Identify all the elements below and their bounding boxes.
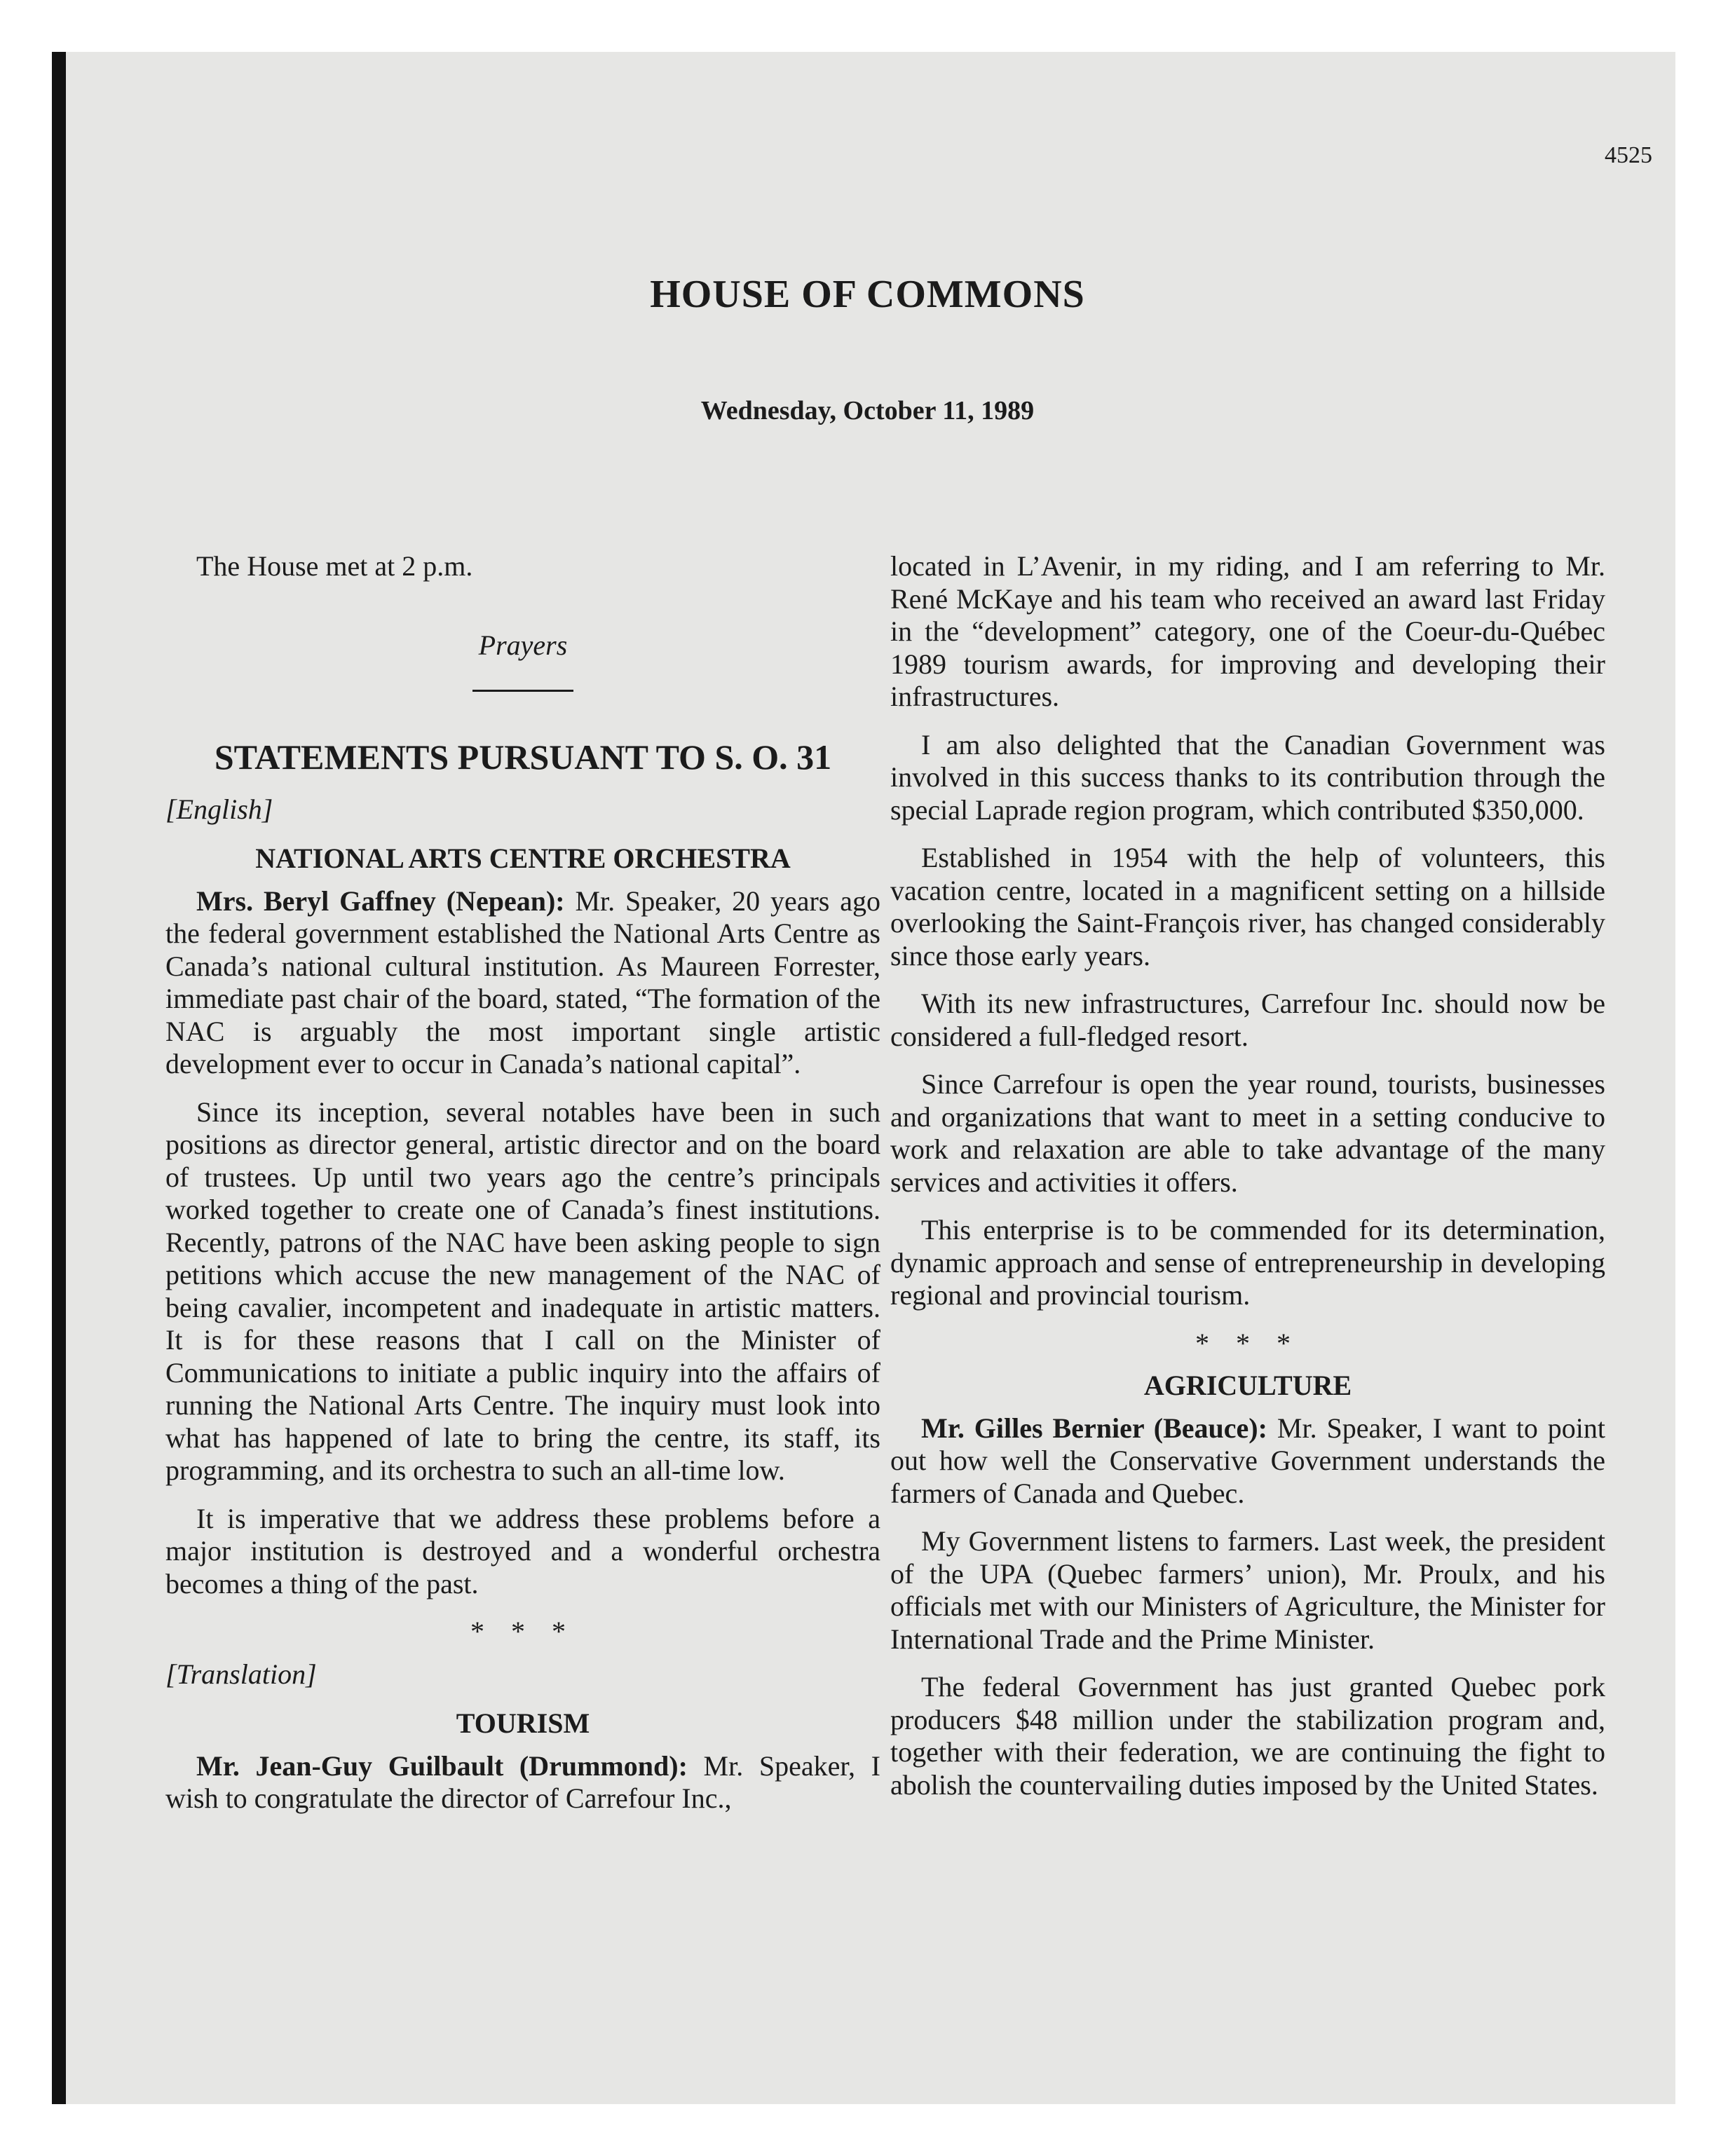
tourism-paragraph-3: Established in 1954 with the help of volunteers, this vacation centre, located in a magnificent setting on a hillside overlooking the Saint-François river, has changed considerably since those early years. [890,842,1605,971]
tourism-paragraph-4: With its new infrastructures, Carrefour Inc. should now be considered a full-fledged resort. [890,988,1605,1052]
page-title: HOUSE OF COMMONS [650,273,1085,316]
nac-paragraph-3: It is imperative that we address these problems before a major institution is destroyed and a wonderful orchestra becomes a thing of the past. [165,1502,880,1599]
tourism-paragraph-continued: located in L’Avenir, in my riding, and I am referring to Mr. René McKaye and his team who received an award last Friday in the “development” category, one of the Coeur-du-Québec 1989 tourism awards, for improving and developing their infrastructures. [890,550,1605,712]
right-column [890,550,1605,1817]
agriculture-paragraph-3: The federal Government has just granted Quebec pork producers $48 million under the stabilization program and, together with their federation, we are continuing the fight to abolish the countervailing duties imposed by the United States. [890,1671,1605,1801]
section-divider [472,690,573,692]
nac-paragraph-2: Since its inception, several notables have been in such positions as director general, artistic director and on the board of trustees. Up until two years ago the centre’s principals worked together to create one of Canada’s finest institutions. Recently, patrons of the NAC have been asking people to sign petitions which accuse the new management of the NAC of being cavalier, incompetent and inadequate in artistic matters. It is for these reasons that I call on the Minister of Communications to initiate a public inquiry into the affairs of running the National Arts Centre. The inquiry must look into what has happened of late to bring the centre, its staff, its programming, and its orchestra to such an all-time low. [165,1096,880,1486]
nac-paragraph-1 [165,885,880,1081]
section-separator: * * * [1195,1327,1300,1359]
tourism-heading: TOURISM [456,1707,590,1739]
tourism-paragraph-2: I am also delighted that the Canadian Government was involved in this success thanks to its contribution through the special Laprade region program, which contributed $350,000. [890,728,1605,826]
paragraph-text: Mr. Speaker, I wish to congratulate the director of Carrefour Inc., [165,1749,880,1814]
speaker-name: Mrs. Beryl Gaffney (Nepean): [196,885,565,917]
tourism-paragraph-5: Since Carrefour is open the year round, tourists, businesses and organizations that want to meet in a setting conducive to work and relaxation are able to take advantage of the many services and activities it offers. [890,1068,1605,1198]
binding-edge [52,52,66,2104]
page-number: 4525 [1605,142,1652,168]
tourism-paragraph-1 [165,1750,880,1815]
sitting-date: Wednesday, October 11, 1989 [700,396,1035,425]
agriculture-paragraph-2: My Government listens to farmers. Last week, the president of the UPA (Quebec farmers’ union), Mr. Proulx, and his officials met with our Ministers of Agriculture, the Minister for International Trade and the Prime Minister. [890,1525,1605,1655]
tourism-paragraph-6: This enterprise is to be commended for its determination, dynamic approach and sense of entrepreneurship in developing regional and provincial tourism. [890,1214,1605,1311]
language-marker-english: [English] [165,793,273,825]
opening-line: The House met at 2 p.m. [196,550,473,582]
agriculture-heading: AGRICULTURE [1143,1370,1352,1401]
section-separator: * * * [470,1616,576,1647]
speaker-name: Mr. Gilles Bernier (Beauce): [921,1412,1267,1444]
speaker-name: Mr. Jean-Guy Guilbault (Drummond): [196,1749,688,1782]
prayers-label: Prayers [478,629,568,661]
language-marker-translation: [Translation] [165,1658,317,1690]
paragraph-text: Mr. Speaker, I want to point out how well the Conservative Government understands the farmers of Canada and Quebec. [890,1412,1605,1509]
section-title: STATEMENTS PURSUANT TO S. O. 31 [214,737,832,777]
left-column [165,550,880,1831]
paragraph-text: Mr. Speaker, 20 years ago the federal government established the National Arts Centre as Canada’s national cultural institution. As Maureen Forrester, immediate past chair of the board, stated, “The formation of the NAC is arguably the most important single artistic development ever to occur in Canada’s national capital”. [165,885,880,1079]
nac-heading: NATIONAL ARTS CENTRE ORCHESTRA [255,842,791,874]
agriculture-paragraph-1 [890,1412,1605,1510]
